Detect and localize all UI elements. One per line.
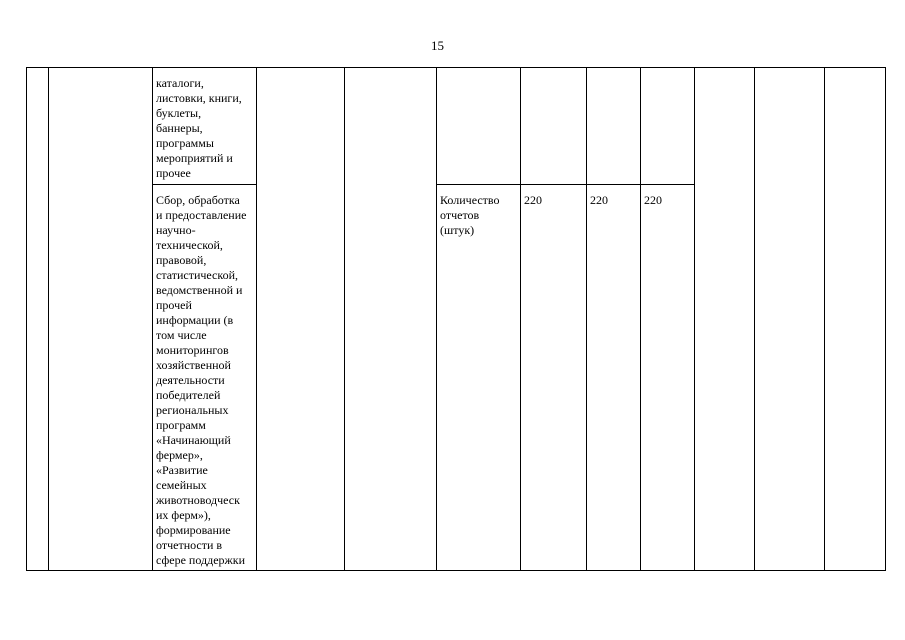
data-table	[26, 67, 886, 571]
table-cell-indicator: Количество отчетов (штук)	[437, 185, 521, 571]
page-number: 15	[431, 38, 444, 53]
table-cell-name	[49, 68, 153, 571]
table-cell-value	[641, 68, 695, 185]
table-cell-empty	[825, 68, 886, 571]
table-cell-index	[27, 68, 49, 571]
table-cell-activity: Сбор, обработка и предоставление научно- технической, правовой, статистической, ведомственной и прочей информации (в том числе мониторингов хозяйственной деятельности победителей региональных программ «Начинающий фермер», «Развитие семейных животноводческ их ферм»), формирование отчетности в сфере поддержки	[153, 185, 257, 571]
table-cell-value	[587, 68, 641, 185]
table-cell-value: 220	[587, 185, 641, 571]
table-cell-value	[521, 68, 587, 185]
table-cell-value: 220	[521, 185, 587, 571]
table-cell-activity: каталоги, листовки, книги, буклеты, баннеры, программы мероприятий и прочее	[153, 68, 257, 185]
table-cell-term	[345, 68, 437, 571]
table-cell-empty	[695, 68, 755, 571]
table-row	[27, 68, 886, 185]
table-cell-empty	[755, 68, 825, 571]
table-cell-executor	[257, 68, 345, 571]
table-cell-indicator	[437, 68, 521, 185]
table-cell-value: 220	[641, 185, 695, 571]
